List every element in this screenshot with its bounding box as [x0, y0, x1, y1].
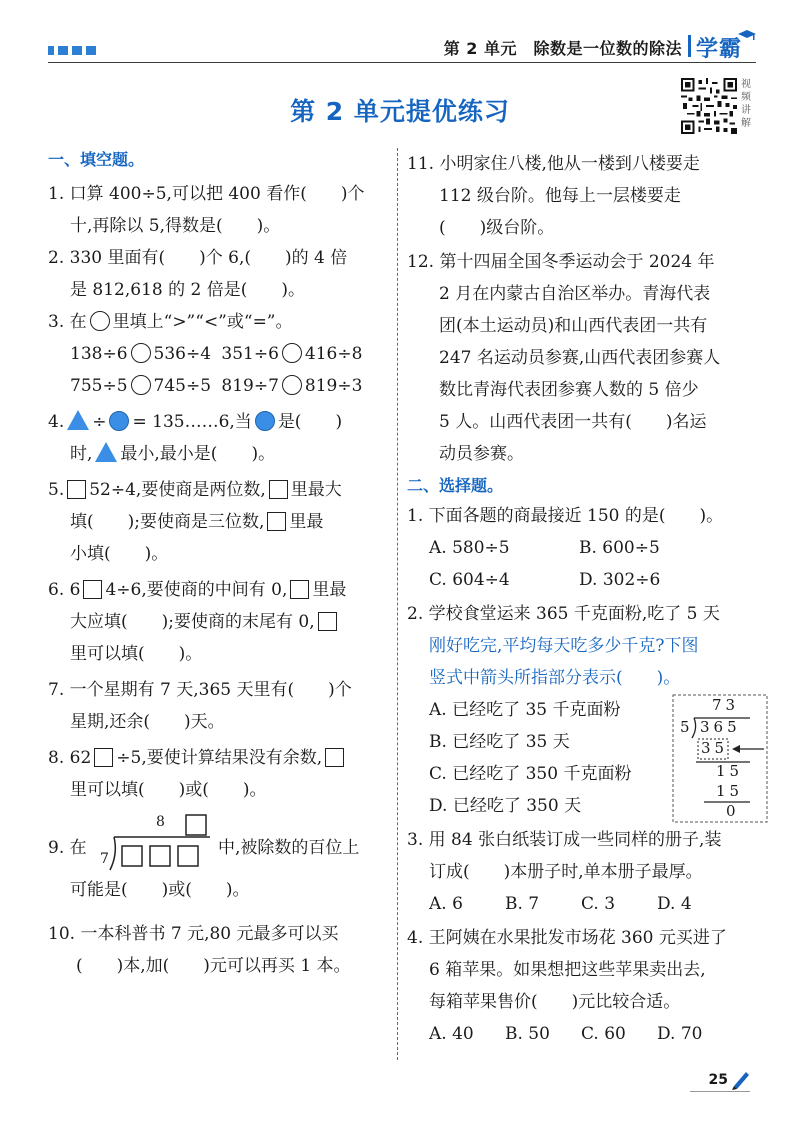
q11-line1: 11. 小明家住八楼,他从一楼到八楼要走 — [407, 154, 700, 174]
blue-circle-icon — [109, 411, 129, 431]
option-a[interactable]: A. 580÷5 — [429, 538, 510, 558]
q10-line1: 10. 一本科普书 7 元,80 元最多可以买 — [48, 924, 339, 944]
c1-options-row1 — [407, 532, 759, 564]
section-choice: 二、选择题。 — [407, 476, 504, 495]
q4-line2: 时, 最小,最小是( )。 — [70, 444, 276, 464]
header-rule — [48, 62, 756, 63]
q12-line1: 12. 第十四届全国冬季运动会于 2024 年 — [407, 252, 715, 272]
option-d[interactable]: D. 4 — [657, 894, 692, 914]
dividend-box-hundreds[interactable] — [122, 846, 142, 866]
triangle-icon — [95, 442, 117, 462]
quotient-digit: 8 — [156, 814, 165, 830]
option-c[interactable]: C. 已经吃了 350 千克面粉 — [429, 764, 632, 784]
brand-logo — [688, 30, 756, 60]
page-number: 25 — [708, 1072, 728, 1088]
section-fill-blank: 一、填空题。 — [48, 150, 145, 169]
q8-line1: 8. 62 ÷5,要使计算结果没有余数, — [48, 742, 392, 774]
dividend-text: 365 — [700, 718, 741, 736]
answer-box[interactable] — [267, 512, 286, 531]
answer-box[interactable] — [83, 580, 102, 599]
option-c[interactable]: C. 3 — [581, 894, 616, 914]
brand-text: 学霸 — [696, 37, 743, 62]
q12-line2: 2 月在内蒙古自治区举办。青海代表 — [439, 284, 711, 304]
answer-box[interactable] — [325, 748, 344, 767]
q6-line3: 里可以填( )。 — [70, 644, 203, 664]
answer-circle[interactable] — [282, 343, 302, 363]
option-b[interactable]: B. 已经吃了 35 天 — [429, 732, 570, 752]
option-b[interactable]: B. 600÷5 — [579, 538, 660, 558]
compare-circle-icon — [90, 311, 110, 331]
step-15-a: 15 — [716, 762, 744, 780]
answer-circle[interactable] — [131, 343, 151, 363]
q1-line2: 十,再除以 5,得数是( )。 — [70, 216, 281, 236]
quotient-text: 73 — [712, 696, 740, 714]
graduation-cap-icon — [738, 30, 756, 42]
answer-box[interactable] — [67, 480, 86, 499]
quotient-box[interactable] — [186, 815, 206, 835]
left-column — [48, 148, 392, 982]
answer-box[interactable] — [318, 612, 337, 631]
c2-stem-line1: 2. 学校食堂运来 365 千克面粉,吃了 5 天 — [407, 604, 720, 624]
footer-rule — [690, 1091, 750, 1092]
q5-line2: 填( );要使商是三位数, 里最 — [70, 512, 324, 532]
q5-line1: 5. 52÷4,要使商是两位数, 里最大 — [48, 480, 342, 500]
qr-label: 视频讲解 — [741, 79, 751, 129]
option-c[interactable]: C. 604÷4 — [429, 570, 510, 590]
q3-row1: 138÷6 536÷4 351÷6 416÷8 — [70, 344, 363, 364]
step-15-b: 15 — [716, 782, 744, 800]
dividend-box-tens[interactable] — [150, 846, 170, 866]
q12-line7: 动员参赛。 — [439, 444, 524, 464]
q2-line1: 2. 330 里面有( )个 6,( )的 4 倍 — [48, 248, 348, 268]
remainder-text: 0 — [726, 802, 736, 820]
dividend-box-ones[interactable] — [178, 846, 198, 866]
q9-line1: 9. 在 8 7 中,被除数的百位上 — [48, 812, 392, 874]
q6-line1: 6. 6 4÷6,要使商的中间有 0, 里最 — [48, 580, 347, 600]
answer-box[interactable] — [290, 580, 309, 599]
option-b[interactable]: B. 50 — [505, 1024, 550, 1044]
column-divider — [397, 148, 398, 1060]
right-column — [407, 148, 759, 1050]
c3-stem-line1: 3. 用 84 张白纸装订成一些同样的册子,装 — [407, 830, 722, 850]
unit-title: 第 2 单元 除数是一位数的除法 — [443, 39, 682, 58]
option-a[interactable]: A. 40 — [429, 1024, 474, 1044]
q7-line2: 星期,还余( )天。 — [70, 712, 225, 732]
long-division-figure — [672, 694, 768, 826]
pencil-icon — [730, 1068, 750, 1090]
q12-line3: 团(本土运动员)和山西代表团一共有 — [439, 316, 708, 336]
division-bracket-figure — [96, 812, 212, 874]
c1-stem: 1. 下面各题的商最接近 150 的是( )。 — [407, 506, 724, 526]
q9-line2: 可能是( )或( )。 — [70, 880, 250, 900]
triangle-icon — [67, 410, 89, 430]
option-d[interactable]: D. 已经吃了 350 天 — [429, 796, 582, 816]
blue-circle-icon — [255, 411, 275, 431]
answer-circle[interactable] — [282, 375, 302, 395]
q8-line2: 里可以填( )或( )。 — [70, 780, 267, 800]
q11-line2: 112 级台阶。他每上一层楼要走 — [439, 186, 681, 206]
q6-line2: 大应填( );要使商的末尾有 0, — [48, 606, 392, 638]
step-35: 35 — [701, 739, 729, 757]
answer-circle[interactable] — [131, 375, 151, 395]
c4-options — [407, 1018, 759, 1050]
header-decoration — [48, 46, 96, 55]
c2-options-block — [407, 694, 759, 822]
c4-stem-line2: 6 箱苹果。如果想把这些苹果卖出去, — [429, 960, 706, 980]
answer-box[interactable] — [94, 748, 113, 767]
c1-options-row2 — [407, 564, 759, 596]
q10-line2: ( )本,加( )元可以再买 1 本。 — [76, 956, 351, 976]
option-b[interactable]: B. 7 — [505, 894, 540, 914]
qr-code-icon[interactable] — [681, 78, 737, 134]
q5-line3: 小填( )。 — [70, 544, 169, 564]
c3-stem-line2: 订成( )本册子时,单本册子最厚。 — [429, 862, 703, 882]
c4-stem-line3: 每箱苹果售价( )元比较合适。 — [429, 992, 681, 1012]
q12-line4: 247 名运动员参赛,山西代表团参赛人 — [439, 348, 721, 368]
c2-stem-line3: 竖式中箭头所指部分表示( )。 — [429, 668, 681, 688]
c4-stem-line1: 4. 王阿姨在水果批发市场花 360 元买进了 — [407, 928, 727, 948]
option-a[interactable]: A. 已经吃了 35 千克面粉 — [429, 700, 621, 720]
q7-line1: 7. 一个星期有 7 天,365 天里有( )个 — [48, 680, 352, 700]
q2-line2: 是 812,618 的 2 倍是( )。 — [70, 280, 305, 300]
option-d[interactable]: D. 302÷6 — [579, 570, 661, 590]
q12-line5: 数比青海代表团参赛人数的 5 倍少 — [439, 380, 699, 400]
q3-line: 3. 在 里填上“>”“<”或“=”。 — [48, 312, 293, 332]
q4-line1: 4. ÷ = 135……6,当 是( ) — [48, 412, 343, 432]
option-c[interactable]: C. 60 — [581, 1024, 626, 1044]
option-d[interactable]: D. 70 — [657, 1024, 703, 1044]
q1-line1: 1. 口算 400÷5,可以把 400 看作( )个 — [48, 184, 365, 204]
q12-line6: 5 人。山西代表团一共有( )名运 — [439, 412, 707, 432]
page-title: 第 2 单元提优练习 — [290, 97, 510, 126]
c3-options — [407, 888, 759, 920]
divisor-text: 5 — [680, 718, 690, 736]
answer-box[interactable] — [269, 480, 288, 499]
q11-line3: ( )级台阶。 — [439, 218, 555, 238]
c2-stem-line2: 刚好吃完,平均每天吃多少千克?下图 — [429, 636, 699, 656]
divisor-digit: 7 — [100, 851, 109, 867]
option-a[interactable]: A. 6 — [429, 894, 463, 914]
q3-row2: 755÷5 745÷5 819÷7 819÷3 — [70, 376, 363, 396]
